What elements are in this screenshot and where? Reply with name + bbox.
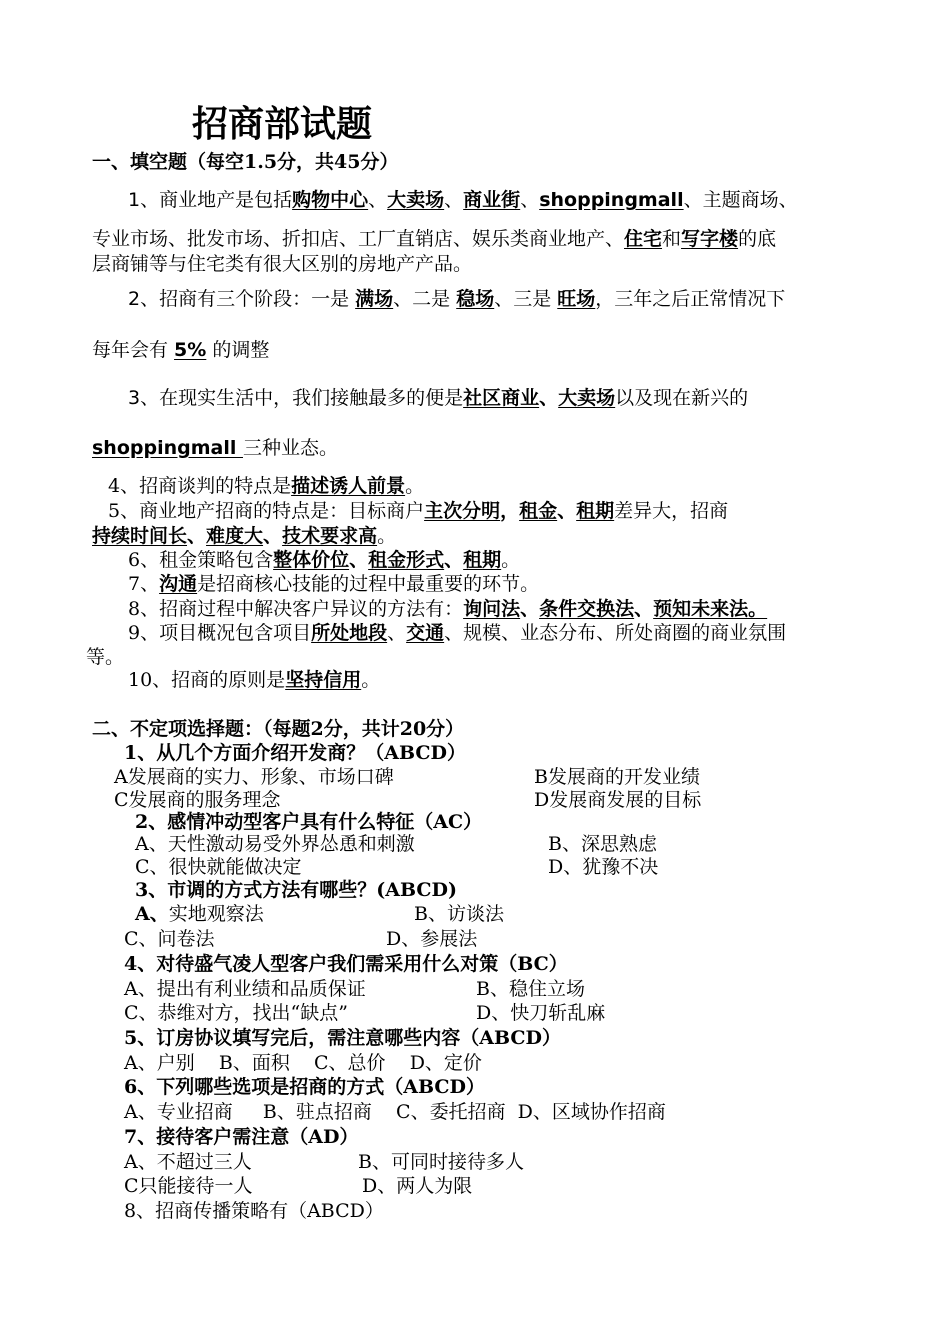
q5-line1: 5、商业地产招商的特点是：目标商户主次分明，租金、租期差异大，招商	[108, 500, 729, 522]
s2-q7-title: 7、接待客户需注意（AD）	[124, 1126, 359, 1148]
s2-q6-title: 6、下列哪些选项是招商的方式（ABCD）	[124, 1076, 485, 1098]
section1-heading: 一、填空题（每空1.5分，共45分）	[92, 151, 399, 173]
q9-line2: 等。	[86, 646, 125, 668]
s2-q1-option-a: A发展商的实力、形象、市场口碑	[114, 766, 394, 788]
s2-q4-option-c: C、恭维对方，找出“缺点”	[124, 1002, 348, 1024]
s2-q1-option-b: B发展商的开发业绩	[534, 766, 700, 788]
q9-line1: 9、项目概况包含项目所处地段、交通、规模、业态分布、所处商圈的商业氛围	[128, 622, 787, 644]
s2-q5-title: 5、订房协议填写完后，需注意哪些内容（ABCD）	[124, 1027, 561, 1049]
s2-q4-option-a: A、提出有利业绩和品质保证	[124, 978, 366, 1000]
q4-line: 4、招商谈判的特点是描述诱人前景。	[108, 475, 425, 497]
q2-line1: 2、招商有三个阶段：一是 满场、二是 稳场、三是 旺场，三年之后正常情况下	[128, 288, 786, 310]
s2-q3-title: 3、市调的方式方法有哪些？(ABCD)	[135, 879, 457, 901]
q7-line: 7、沟通是招商核心技能的过程中最重要的环节。	[128, 573, 540, 595]
q1-line3: 层商铺等与住宅类有很大区别的房地产产品。	[92, 253, 473, 275]
q8-line: 8、招商过程中解决客户异议的方法有：询问法、条件交换法、预知未来法。	[128, 598, 768, 620]
q1-line1: 1、商业地产是包括购物中心、大卖场、商业街、shoppingmall、主题商场、	[128, 189, 798, 211]
s2-q3-option-d: D、参展法	[386, 928, 478, 950]
q3-line2: shoppingmall 三种业态。	[92, 437, 339, 459]
s2-q1-title: 1、从几个方面介绍开发商？（ABCD）	[124, 742, 466, 764]
s2-q2-option-d: D、犹豫不决	[548, 856, 659, 878]
s2-q2-option-a: A、天性激动易受外界怂恿和刺激	[135, 833, 415, 855]
s2-q3-option-c: C、问卷法	[124, 928, 215, 950]
s2-q6-options: A、专业招商 B、驻点招商 C、委托招商 D、区域协作招商	[124, 1101, 666, 1123]
q2-line2: 每年会有 5% 的调整	[92, 339, 270, 361]
s2-q7-option-d: D、两人为限	[362, 1175, 473, 1197]
s2-q2-title: 2、感情冲动型客户具有什么特征（AC）	[135, 811, 483, 833]
s2-q2-option-b: B、深思熟虑	[548, 833, 657, 855]
s2-q3-option-b: B、访谈法	[414, 903, 504, 925]
section2-heading: 二、不定项选择题：（每题2分，共计20分）	[92, 718, 465, 740]
s2-q1-option-c: C发展商的服务理念	[114, 789, 281, 811]
s2-q3-option-a: A、实地观察法	[135, 903, 264, 925]
q6-line: 6、租金策略包含整体价位、租金形式、租期。	[128, 549, 521, 571]
q5-line2: 持续时间长、难度大、技术要求高。	[92, 525, 397, 547]
s2-q4-option-b: B、稳住立场	[476, 978, 585, 1000]
s2-q7-option-c: C只能接待一人	[124, 1175, 253, 1197]
s2-q7-option-a: A、不超过三人	[124, 1151, 252, 1173]
q1-line2: 专业市场、批发市场、折扣店、工厂直销店、娱乐类商业地产、住宅和写字楼的底	[92, 228, 777, 250]
s2-q4-title: 4、对待盛气凌人型客户我们需采用什么对策（BC）	[124, 953, 568, 975]
q10-line: 10、招商的原则是坚持信用。	[128, 669, 381, 691]
s2-q4-option-d: D、快刀斩乱麻	[476, 1002, 606, 1024]
q3-line1: 3、在现实生活中，我们接触最多的便是社区商业、大卖场以及现在新兴的	[128, 387, 749, 409]
s2-q7-option-b: B、可同时接待多人	[358, 1151, 524, 1173]
s2-q2-option-c: C、很快就能做决定	[135, 856, 302, 878]
page-title: 招商部试题	[192, 103, 373, 145]
s2-q1-option-d: D发展商发展的目标	[534, 789, 702, 811]
s2-q5-options: A、户别 B、面积 C、总价 D、定价	[124, 1052, 482, 1074]
s2-q8-title: 8、招商传播策略有（ABCD）	[124, 1200, 384, 1222]
